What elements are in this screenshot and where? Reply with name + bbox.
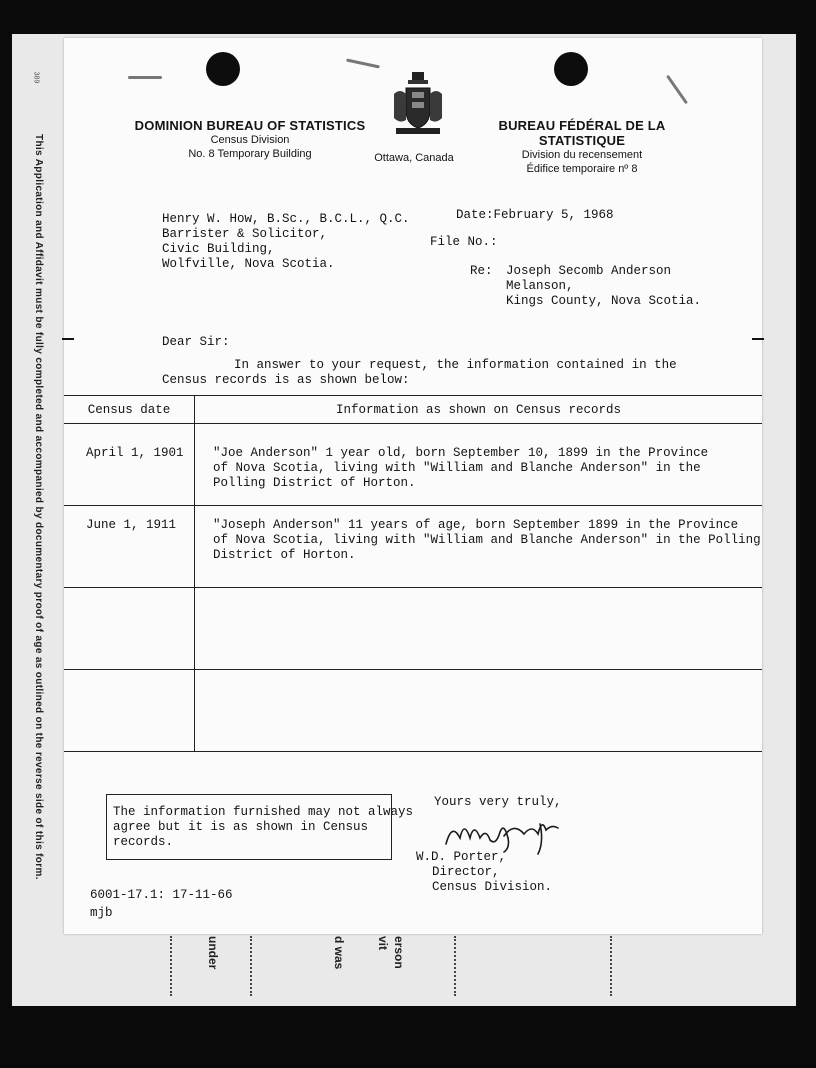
re-block xyxy=(506,264,701,309)
date-value: February 5, 1968 xyxy=(493,208,614,222)
coat-of-arms-icon xyxy=(390,70,446,140)
french-building: Édifice temporaire nº 8 xyxy=(526,163,638,175)
re-line: Joseph Secomb Anderson xyxy=(506,264,672,278)
dotted-rule xyxy=(454,936,456,996)
french-org-name: BUREAU FÉDÉRAL DE LA STATISTIQUE xyxy=(498,118,666,148)
letterhead-city: Ottawa, Canada xyxy=(374,152,454,164)
signatory-block xyxy=(416,850,552,895)
strip-word: vit xyxy=(376,936,390,951)
form-code: 6001-17.1: 17-11-66 xyxy=(90,888,233,902)
table-row-empty xyxy=(64,588,762,670)
dotted-rule xyxy=(170,936,172,996)
signatory-title: Director, xyxy=(432,865,500,879)
typist-initials: mjb xyxy=(90,906,113,920)
underlying-form-strip xyxy=(170,936,690,996)
census-info-line: of Nova Scotia, living with "William and Blanche Anderson" in the xyxy=(213,461,701,475)
disclaimer-line: The information furnished may not always xyxy=(113,805,414,819)
census-info-line: District of Horton. xyxy=(213,548,356,562)
closing-text: Yours very truly, xyxy=(434,795,562,809)
dotted-rule xyxy=(250,936,252,996)
salutation: Dear Sir: xyxy=(162,335,230,349)
disclaimer-line: records. xyxy=(113,835,174,849)
margin-tick xyxy=(752,338,764,340)
form-edge-mark: 389 xyxy=(32,71,40,84)
census-info-line: Polling District of Horton. xyxy=(213,476,416,490)
census-info-cell xyxy=(195,506,763,588)
re-line: Melanson, xyxy=(506,279,574,293)
side-instruction-text: This Application and Affidavit must be fully completed and accompanied by documentary proof of age as outlined on the reverse side of this form. xyxy=(33,134,44,880)
table-row-empty xyxy=(64,670,762,752)
addressee-line: Civic Building, xyxy=(162,242,275,256)
signatory-name: W.D. Porter, xyxy=(416,850,507,864)
affidavit-side-instruction xyxy=(28,134,46,880)
empty-date-cell xyxy=(64,588,195,670)
english-building: No. 8 Temporary Building xyxy=(188,148,312,160)
addressee-line: Henry W. How, B.Sc., B.C.L., Q.C. xyxy=(162,212,410,226)
census-info-line: "Joseph Anderson" 11 years of age, born September 1899 in the Province xyxy=(213,518,739,532)
disclaimer-box xyxy=(106,794,414,860)
addressee-block xyxy=(162,212,410,272)
census-info-line: "Joe Anderson" 1 year old, born September 10, 1899 in the Province xyxy=(213,446,709,460)
census-date-cell: April 1, 1901 xyxy=(64,424,195,506)
french-letterhead xyxy=(454,118,710,176)
empty-info-cell xyxy=(195,588,763,670)
signatory-division: Census Division. xyxy=(432,880,553,894)
strip-word: erson xyxy=(392,936,406,969)
census-info-line: of Nova Scotia, living with "William and Blanche Anderson" in the Polling xyxy=(213,533,761,547)
addressee-line: Barrister & Solicitor, xyxy=(162,227,328,241)
addressee-line: Wolfville, Nova Scotia. xyxy=(162,257,335,271)
table-row xyxy=(64,424,762,506)
strip-word: under xyxy=(206,936,220,970)
table-header-row xyxy=(64,396,762,424)
file-number-label: File No.: xyxy=(430,235,498,249)
punch-hole xyxy=(554,52,588,86)
census-info-header: Information as shown on Census records xyxy=(195,396,763,424)
english-letterhead xyxy=(130,118,370,161)
english-division: Census Division xyxy=(210,134,290,146)
empty-date-cell xyxy=(64,670,195,752)
margin-tick xyxy=(62,338,74,340)
staple-mark xyxy=(346,58,380,68)
date-line xyxy=(456,208,614,223)
census-date-header: Census date xyxy=(64,396,195,424)
empty-info-cell xyxy=(195,670,763,752)
date-label: Date: xyxy=(456,208,494,222)
census-date-cell: June 1, 1911 xyxy=(64,506,195,588)
dotted-rule xyxy=(610,936,612,996)
census-records-table xyxy=(64,395,762,752)
census-info-cell xyxy=(195,424,763,506)
disclaimer-line: agree but it is as shown in Census xyxy=(113,820,369,834)
english-org-name: DOMINION BUREAU OF STATISTICS xyxy=(134,118,366,133)
census-letter-sheet xyxy=(64,38,762,934)
punch-hole xyxy=(206,52,240,86)
strip-word: d was xyxy=(332,936,346,970)
intro-line: In answer to your request, the information contained in the xyxy=(234,358,677,372)
table-row xyxy=(64,506,762,588)
staple-mark xyxy=(666,75,688,105)
staple-mark xyxy=(128,76,162,79)
intro-line: Census records is as shown below: xyxy=(162,373,410,387)
re-line: Kings County, Nova Scotia. xyxy=(506,294,702,308)
french-division: Division du recensement xyxy=(521,149,643,161)
re-label: Re: xyxy=(470,264,493,278)
